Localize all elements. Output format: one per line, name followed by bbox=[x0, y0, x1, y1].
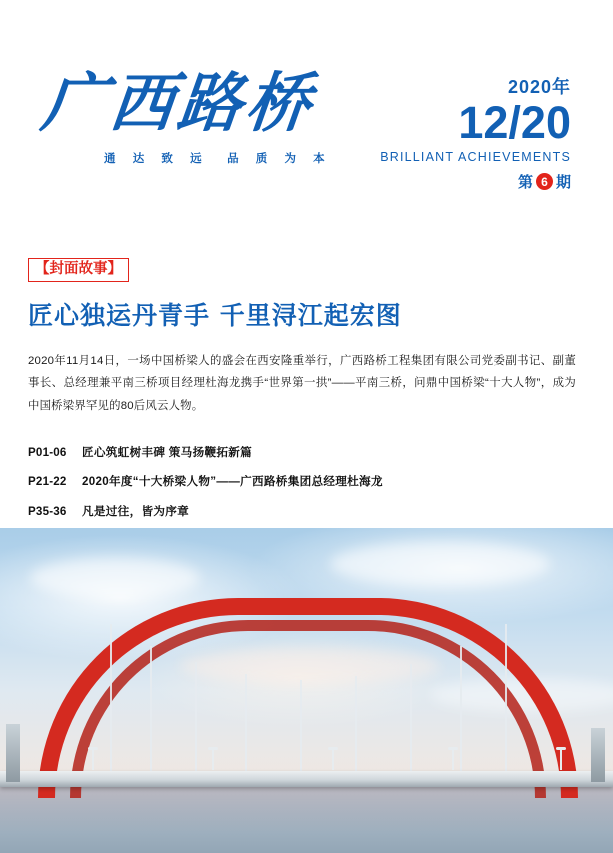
cover-story-body: 2020年11月14日，一场中国桥梁人的盛会在西安隆重举行，广西路桥工程集团有限公司党委副书记、副董事长、总经理兼平南三桥项目经理杜海龙携手“世界第一拱”——平南三桥，问鼎中国桥梁“十大人物”，成为中国桥梁界罕见的80后风云人物。 bbox=[28, 354, 576, 413]
issue-number-badge: 6 bbox=[536, 173, 553, 190]
street-lamp-icon bbox=[92, 750, 94, 770]
toc-entry-title: 匠心筑虹树丰碑 策马扬鞭拓新篇 bbox=[82, 446, 253, 459]
masthead bbox=[0, 0, 613, 215]
issue-year: 2020年 bbox=[507, 77, 571, 97]
street-lamp-icon bbox=[332, 750, 334, 770]
bridge-pier-left bbox=[6, 724, 20, 782]
cover-photo bbox=[0, 528, 613, 853]
bridge-hanger bbox=[195, 662, 197, 774]
bridge-hanger bbox=[110, 624, 112, 774]
toc-page-range: P35-36 bbox=[28, 504, 67, 518]
street-lamp-icon bbox=[212, 750, 214, 770]
bridge-deck bbox=[0, 771, 613, 787]
publication-logo bbox=[38, 66, 382, 166]
street-lamp-icon bbox=[560, 750, 562, 770]
list-item[interactable] bbox=[28, 473, 584, 490]
list-item[interactable] bbox=[28, 503, 584, 520]
toc-entry-title: 凡是过往，皆为序章 bbox=[82, 504, 190, 518]
bridge-hanger bbox=[300, 680, 302, 774]
bridge-pier-right bbox=[591, 728, 605, 782]
publication-slogan: 通 达 致 远 品 质 为 本 bbox=[104, 153, 332, 165]
cloud-shape bbox=[30, 558, 200, 598]
table-of-contents bbox=[28, 444, 584, 532]
bridge-hanger bbox=[460, 646, 462, 774]
bridge-hanger bbox=[355, 676, 357, 774]
bridge-hanger bbox=[410, 664, 412, 774]
bridge-hanger bbox=[505, 624, 507, 774]
issue-date: 12/20 bbox=[458, 97, 571, 148]
cover-story-badge: 【封面故事】 bbox=[28, 258, 129, 282]
issue-tagline: BRILLIANT ACHIEVEMENTS bbox=[380, 150, 571, 164]
street-lamp-icon bbox=[452, 750, 454, 770]
list-item[interactable] bbox=[28, 444, 584, 461]
toc-entry-title: 2020年度“十大桥梁人物”——广西路桥集团总经理杜海龙 bbox=[82, 475, 383, 489]
toc-page-range: P21-22 bbox=[28, 475, 67, 489]
issue-suffix-label: 期 bbox=[555, 174, 571, 191]
toc-page-range: P01-06 bbox=[28, 446, 67, 459]
bridge-hanger bbox=[245, 674, 247, 774]
cover-story-section bbox=[28, 258, 584, 418]
issue-number-group bbox=[351, 171, 571, 192]
issue-prefix-label: 第 bbox=[517, 174, 533, 191]
publication-title: 广西路桥 bbox=[38, 66, 318, 141]
cover-story-headline: 匠心独运丹青手 千里浔江起宏图 bbox=[28, 300, 402, 330]
issue-info bbox=[351, 78, 571, 192]
cloud-shape bbox=[330, 542, 550, 586]
bridge-hanger bbox=[150, 646, 152, 774]
